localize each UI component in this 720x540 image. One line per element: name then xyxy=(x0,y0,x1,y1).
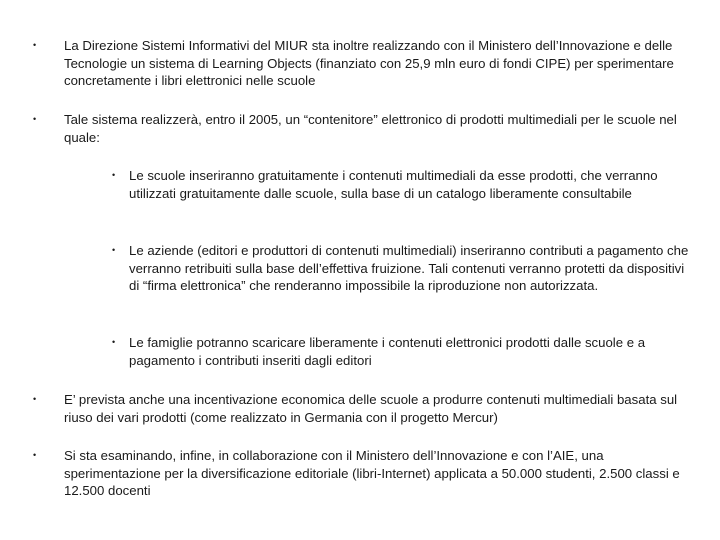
list-item-text: Tale sistema realizzerà, entro il 2005, un “contenitore” elettronico di prodotti multimediali per le scuole nel quale: xyxy=(64,112,677,145)
bullet-icon: • xyxy=(33,114,37,124)
bullet-icon: • xyxy=(112,245,116,255)
sub-list-item xyxy=(129,167,689,202)
list-item-text: La Direzione Sistemi Informativi del MIUR sta inoltre realizzando con il Ministero dell’Innovazione e delle Tecnologie un sistema di Learning Objects (finanziato con 25,9 mln euro di fondi CIPE) per sperimentare concretamente i libri elettronici nelle scuole xyxy=(64,38,674,88)
list-item-text: Le famiglie potranno scaricare liberamente i contenuti elettronici prodotti dalle scuole e a pagamento i contributi inseriti dagli editori xyxy=(129,335,646,368)
list-item xyxy=(64,447,688,500)
list-item xyxy=(64,391,688,426)
list-item-text: Si sta esaminando, infine, in collaborazione con il Ministero dell’Innovazione e con l’AIE, una sperimentazione per la diversificazione editoriale (libri-Internet) applicata a 50.000 studenti, 2.500 classi e 12.500 docenti xyxy=(64,448,680,498)
list-item-text: Le scuole inseriranno gratuitamente i contenuti multimediali da esse prodotti, che verranno utilizzati gratuitamente dalle scuole, sulla base di un catalogo liberamente consultabile xyxy=(129,168,658,201)
sub-list-item xyxy=(129,334,689,369)
list-item-text: Le aziende (editori e produttori di contenuti multimediali) inseriranno contributi a pagamento che verranno retribuiti sulla base dell’effettiva fruizione. Tali contenuti verranno protetti da dispositivi di “firma elettronica” che renderanno impossibile la riproduzione non autorizzata. xyxy=(129,243,689,293)
bullet-icon: • xyxy=(112,337,116,347)
bullet-icon: • xyxy=(33,40,37,50)
bullet-icon: • xyxy=(33,450,37,460)
bullet-icon: • xyxy=(112,170,116,180)
bullet-icon: • xyxy=(33,394,37,404)
list-item xyxy=(64,37,688,90)
list-item xyxy=(64,111,688,146)
list-item-text: E’ prevista anche una incentivazione economica delle scuole a produrre contenuti multimediali basata sul riuso dei vari prodotti (come realizzato in Germania con il progetto Mercur) xyxy=(64,392,678,425)
sub-list-item xyxy=(129,242,689,295)
